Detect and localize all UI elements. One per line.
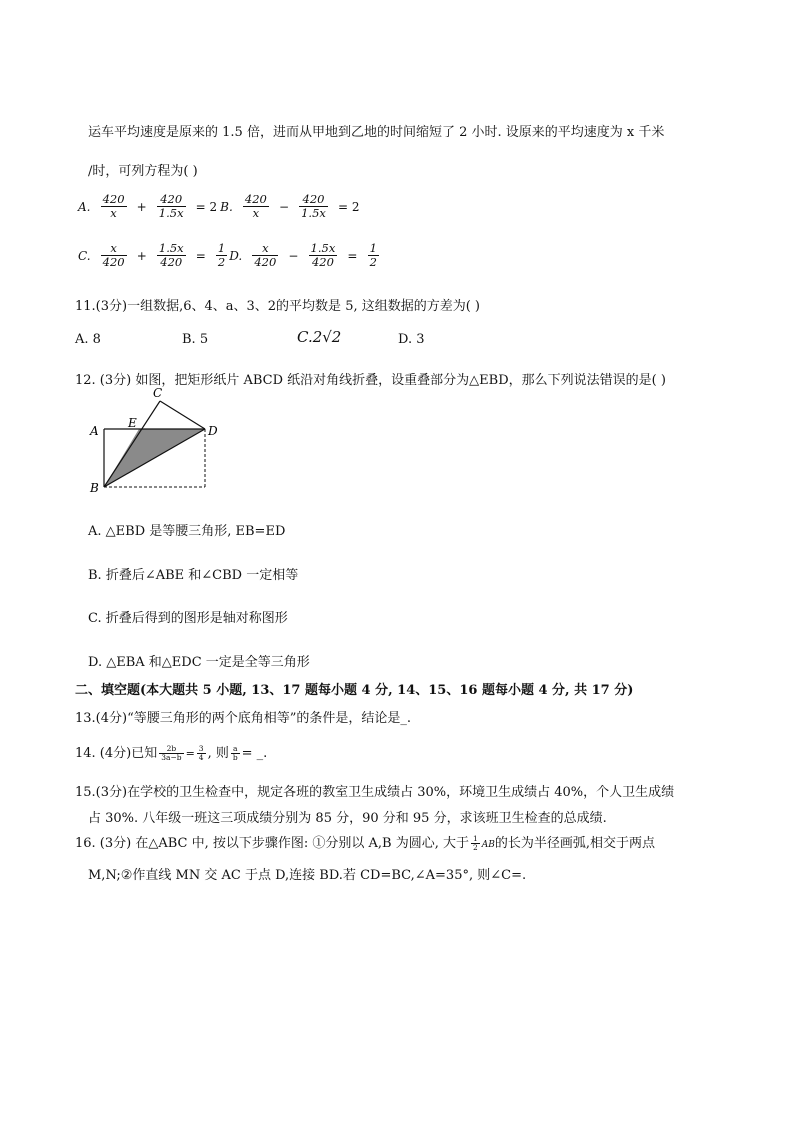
q10-options-cd: C. $\frac{x}{420}$ + $\frac{1.5x}{420}$ = $\frac{1}{2}$ D. $\frac{x}{420}$ − $\frac{1.5x}{420}$ = $\frac{1}{2}$ xyxy=(78,241,377,269)
q11-option-b: B. 5 xyxy=(182,332,209,347)
q10-option-a-label: A. xyxy=(78,199,91,214)
q11-option-d: D. 3 xyxy=(398,332,425,347)
q10-stem-line1: 运车平均速度是原来的 1.5 倍，进而从甲地到乙地的时间缩短了 2 小时. 设原来的平均速度为 x 千米 xyxy=(88,125,665,140)
q14-frac3: $\frac{a}{b}$ xyxy=(232,743,238,762)
q16-frac-half: $\frac{1}{2}$ xyxy=(473,833,478,852)
q10-stem-line2: /时，可列方程为( ) xyxy=(88,164,198,179)
q12-option-b: B. 折叠后∠ABE 和∠CBD 一定相等 xyxy=(88,568,299,583)
q15-line2: 占 30%. 八年级一班这三项成绩分别为 85 分，90 分和 95 分，求该班卫生检查的总成绩. xyxy=(88,811,607,826)
q11-option-a: A. 8 xyxy=(75,332,101,347)
label-b: B xyxy=(90,481,99,495)
q16-line2: M,N;②作直线 MN 交 AC 于点 D,连接 BD.若 CD=BC,∠A=35°, 则∠C=. xyxy=(88,868,527,883)
q11-option-c: C.2√2 xyxy=(297,328,342,346)
q12-figure xyxy=(82,384,232,496)
q14-frac2: $\frac{3}{4}$ xyxy=(198,743,204,762)
q12-stem: 12. (3分) 如图，把矩形纸片 ABCD 纸沿对角线折叠，设重叠部分为△EBD，那么下列说法错误的是( ) xyxy=(75,373,666,388)
q14: 14. (4分)已知 $\frac{2b}{3a-b}$ = $\frac{3}{4}$ , 则 $\frac{a}{b}$ = _. xyxy=(75,743,268,762)
q12-option-a: A. △EBD 是等腰三角形, EB=ED xyxy=(88,524,286,539)
q10-options-ab: A. $\frac{420}{x}$ + $\frac{420}{1.5x}$ = 2 B. $\frac{420}{x}$ − $\frac{420}{1.5x}$ = 2 xyxy=(78,192,360,220)
label-e: E xyxy=(128,416,137,430)
q12-option-c: C. 折叠后得到的图形是轴对称图形 xyxy=(88,611,288,626)
q15-line1: 15.(3分)在学校的卫生检查中，规定各班的教室卫生成绩占 30%，环境卫生成绩占 40%，个人卫生成绩 xyxy=(75,785,675,800)
label-c: C xyxy=(153,386,163,400)
q11-stem: 11.(3分)一组数据,6、4、a、3、2的平均数是 5, 这组数据的方差为( ) xyxy=(75,299,480,314)
q10-option-c-label: C. xyxy=(78,248,91,263)
label-a: A xyxy=(90,424,99,438)
q10-option-a-frac2: $\frac{420}{1.5x}$ xyxy=(158,192,184,220)
q16-line1: 16. (3分) 在△ABC 中, 按以下步骤作图: ①分别以 A,B 为圆心, 大于 $\frac{1}{2}$ AB的长为半径画弧,相交于两点 xyxy=(75,833,656,852)
section2-heading: 二、填空题(本大题共 5 小题, 13、17 题每小题 4 分, 14、15、16 题每小题 4 分, 共 17 分) xyxy=(75,683,634,698)
label-d: D xyxy=(208,424,218,438)
q10-option-a-frac1: $\frac{420}{x}$ xyxy=(102,192,125,220)
q14-frac1: $\frac{2b}{3a-b}$ xyxy=(161,743,182,762)
fold-edge-cd xyxy=(160,401,205,429)
q10-option-d-label: D. xyxy=(229,248,243,263)
q13-text: 13.(4分)“等腰三角形的两个底角相等”的条件是，结论是_. xyxy=(75,711,412,726)
q10-option-b-label: B. xyxy=(220,199,233,214)
q10-option-b-frac1: $\frac{420}{x}$ xyxy=(244,192,267,220)
q10-option-b-frac2: $\frac{420}{1.5x}$ xyxy=(301,192,326,220)
q12-option-d: D. △EBA 和△EDC 一定是全等三角形 xyxy=(88,655,310,670)
